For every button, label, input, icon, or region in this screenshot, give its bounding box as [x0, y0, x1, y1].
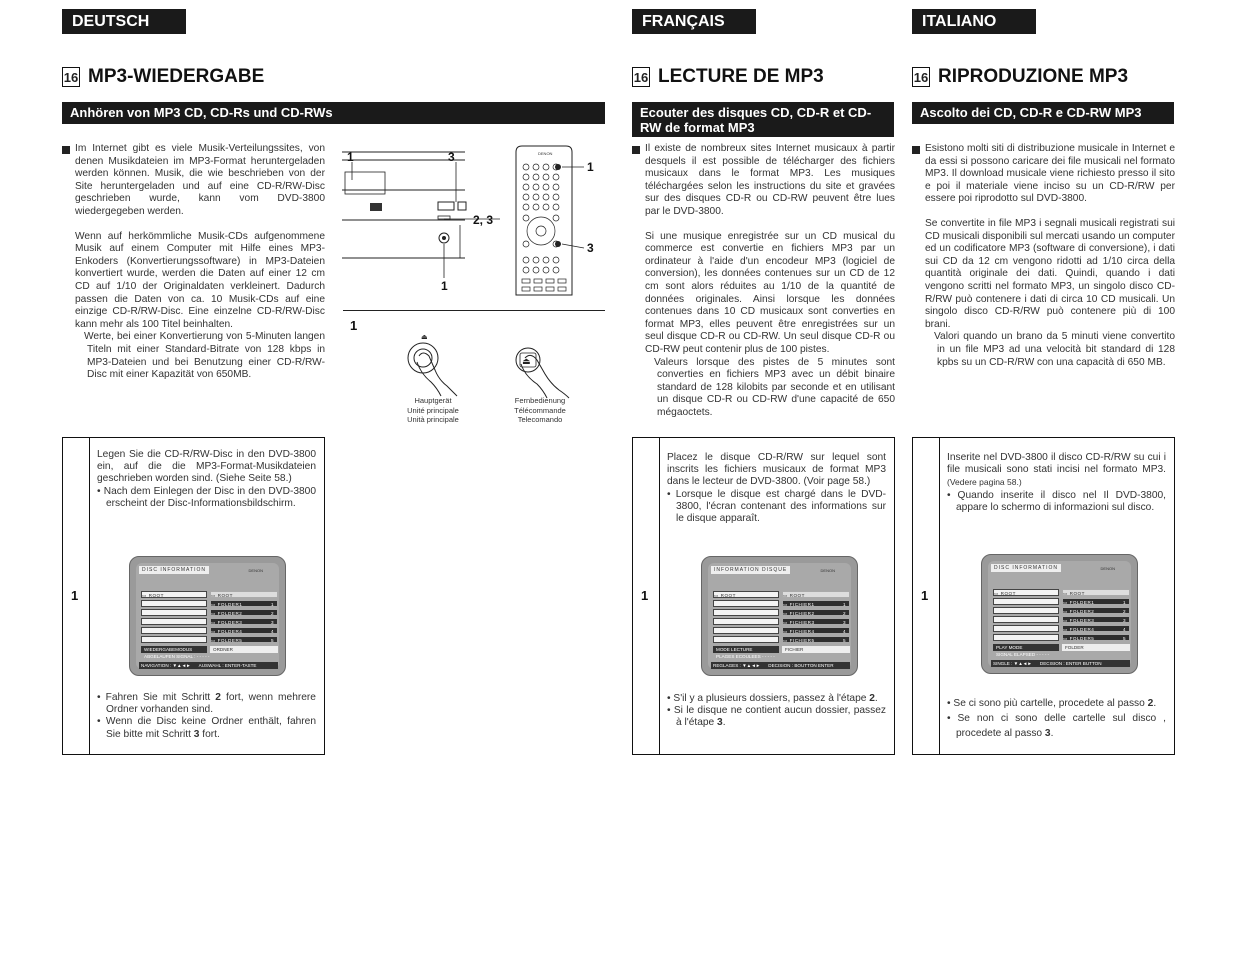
step-number-column: [63, 438, 90, 754]
section-title-text: LECTURE DE MP3: [658, 66, 824, 87]
text: • Si le disque ne contient aucun dossier, passez à l'étape: [667, 705, 886, 729]
paragraph: Wenn auf herkömmliche Musik-CDs aufgenommene Musik auf einem Computer mit Hilfe eines MP3-Enkoders (Konvertierungssoftware) in MP3-Dateien konvertiert wurde, werden die Daten auf einer 12 cm CD auf 1/10 der Originaldaten verkleinert. Dadurch passen die Daten von ca. 10 Musik-CDs auf eine einzige CD-R/RW-Disc. Eine einzelne CD-R/RW-Disc kann mehr als 100 Titel beinhalten.: [75, 230, 325, 330]
screen-row-count: 2: [1122, 609, 1126, 614]
screen-row-label: FOLDER2: [1069, 609, 1095, 614]
section-title-it: [912, 66, 1128, 88]
text: • Se non ci sono delle cartelle sul disco , procedete al passo: [947, 713, 1166, 739]
text: • S'il y a plusieurs dossiers, passez à l'étape: [667, 693, 870, 704]
step-bullet: [667, 705, 886, 729]
text: .: [722, 717, 726, 729]
step-box-fr: [632, 437, 895, 755]
callout-label: 3: [587, 241, 594, 255]
step-bullet: [947, 711, 1166, 741]
screen-row-count: 1: [842, 602, 846, 607]
step-instructions: [947, 452, 1166, 514]
screen-folder-row: ▭ FOLDER3 3: [1062, 616, 1130, 623]
caption-line: Hauptgerät: [414, 396, 452, 405]
screen-empty-row: [141, 600, 207, 607]
text: • Fahren Sie mit Schritt: [97, 692, 216, 703]
paragraph: Si une musique enregistrée sur un CD musical du commerce est convertie en fichiers MP3 par un ordinateur à l'aide d'un encodeur MP3 (logiciel de conversion), les données contenues sur un CD de 12 cm sont alors réduites au 1/10 de la quantité de données originales. Ainsi lorsque les données contenues dans 10 CD musicaux sont converties en format MP3, elles peuvent être enregistrées sur un seul disque CD-R ou CD-RW. Un seul disque CD-R ou CD-RW peut contenir plus de 100 pistes.: [645, 230, 895, 355]
screen-folder-row: ▭ FICHIER4 4: [782, 627, 850, 634]
screen-nav-bar: [139, 662, 278, 669]
paragraph-note: Werte, bei einer Konvertierung von 5-Minuten langen Titeln mit einer Standard-Bitrate von 128 kbps in MP3-Dateien und bei Benutzung einer CD-R/RW-Disc mit einer Kapazität von 650MB.: [84, 331, 325, 381]
paragraph-note: Valori quando un brano da 5 minuti viene convertito in un file MP3 ad una velocità bit standard di 128 kpbs su un CD-R/RW con una capacità di 650 MB.: [934, 331, 1175, 368]
screen-mode-label: PLAY MODE: [993, 644, 1059, 651]
language-tab-fr: FRANÇAIS: [632, 9, 756, 34]
section-title-de: [62, 66, 264, 88]
screen-row-label: FOLDER4: [217, 629, 243, 634]
screen-nav-bar: [711, 662, 850, 669]
step-ref: 2: [1147, 698, 1154, 709]
screen-row-label: FOLDER3: [217, 620, 243, 625]
screen-title: DISC INFORMATION: [991, 564, 1061, 572]
callout-label: 2, 3: [473, 213, 494, 227]
step-bullet: • Nach dem Einlegen der Disc in den DVD-3800 erscheint der Disc-Informationsbildschirm.: [97, 485, 316, 509]
screen-folder-row: ▭ FICHIER3 3: [782, 618, 850, 625]
screen-folder-row: ▭ FOLDER5 5: [210, 636, 278, 643]
section-number: 16: [632, 67, 650, 87]
screen-empty-row: [713, 627, 779, 634]
screen-row-label: ROOT: [789, 593, 805, 598]
screen-title: DISC INFORMATION: [139, 566, 209, 574]
screen-row-label: FOLDER5: [1069, 636, 1095, 641]
screen-signal: [996, 652, 1049, 657]
screen-row-label: FICHIER3: [789, 620, 815, 625]
screen-row-label: ROOT: [1000, 591, 1016, 596]
caption-remote: [500, 396, 580, 425]
screen-empty-row: [713, 636, 779, 643]
screen-folder-row: ▭ FICHIER5 5: [782, 636, 850, 643]
step-box-it: [912, 437, 1175, 755]
screen-row-count: 5: [270, 638, 274, 643]
section-title-text: RIPRODUZIONE MP3: [938, 66, 1129, 87]
caption-line: Fernbedienung: [514, 396, 566, 405]
step-instructions: [667, 452, 886, 525]
screen-row-count: 4: [270, 629, 274, 634]
screen-empty-row: [141, 627, 207, 634]
screen-empty-row: [993, 598, 1059, 605]
screen-row-label: FOLDER2: [217, 611, 243, 616]
language-tab-it: ITALIANO: [912, 9, 1036, 34]
text: .: [874, 693, 878, 704]
section-title-text: MP3-WIEDERGABE: [88, 66, 265, 87]
subtitle-bar-de: Anhören von MP3 CD, CD-Rs und CD-RWs: [62, 102, 605, 124]
screen-empty-row: [713, 609, 779, 616]
screen-row-label: FOLDER4: [1069, 627, 1095, 632]
text: Inserite nel DVD-3800 il disco CD-R/RW su cui i file musicali sono stati incisi nel formato MP3.: [947, 452, 1166, 476]
screen-mode-value: FICHIER: [782, 646, 850, 653]
screen-select-label: AUSWAHL : ENTER-TASTE: [198, 663, 257, 668]
screen-signal: [716, 654, 775, 659]
screen-row-label: FOLDER1: [217, 602, 243, 607]
caption-main-unit: [393, 396, 473, 425]
step-bullet: • Lorsque le disque est chargé dans le DVD-3800, l'écran contenant des informations sur le disque apparaît.: [667, 488, 886, 525]
screen-row-count: 5: [1122, 636, 1126, 641]
screen-signal-label: PLAGES ECOULEES: [716, 654, 761, 659]
screen-mode-value: ORDNER: [210, 646, 278, 653]
step-number-column: [633, 438, 660, 754]
text: • Wenn die Disc keine Ordner enthält, fahren Sie bitte mit Schritt: [97, 716, 316, 740]
step-notes: [97, 692, 316, 741]
text: .: [1050, 728, 1054, 739]
text: • Se ci sono più cartelle, procedete al passo: [947, 698, 1148, 709]
screen-folder-row: ▭ FOLDER1 1: [1062, 598, 1130, 605]
screen-row-label: FICHIER1: [789, 602, 815, 607]
step-number: 1: [921, 588, 929, 603]
screen-signal-label: ABGELAUFEN SIGNAL :: [144, 654, 196, 659]
screen-signal-value: - - - - -: [196, 654, 210, 659]
paragraph: Im Internet gibt es viele Musik-Verteilungssites, von denen Musikdateien im MP3-Format heruntergeladen werden können. Musik, die wie beschrieben von der Site heruntergeladen und auf eine CD-R/RW-Disc geschrieben wurde, kann vom DVD-3800 wiedergegeben werden.: [75, 143, 325, 217]
paragraph: Il existe de nombreux sites Internet musicaux à partir desquels il est possible de télécharger des fichiers musicaux dans le format MP3. Les musiques téléchargées selon les instructions du site et gravées sur des disques CD-R ou CD-RW peuvent être lues par le DVD-3800.: [645, 143, 895, 217]
step-paragraph: Legen Sie die CD-R/RW-Disc in den DVD-3800 ein, auf die die MP3-Format-Musikdateien geschrieben worden sind. (Siehe Seite 58.): [97, 449, 316, 485]
screen-title: INFORMATION DISQUE: [711, 566, 790, 574]
screen-row-count: 4: [842, 629, 846, 634]
screen-empty-row: [141, 636, 207, 643]
disc-info-screen: [701, 556, 858, 676]
remote-control-drawing: [516, 146, 584, 295]
callout-label: 1: [587, 160, 594, 174]
screen-empty-row: [713, 618, 779, 625]
screen-empty-row: [993, 607, 1059, 614]
screen-nav-label: NAVIGATION : ▼▲◄►: [141, 663, 191, 668]
main-unit-drawing: [342, 152, 466, 258]
intro-text-it: [925, 143, 1175, 381]
section-number: 16: [912, 67, 930, 87]
screen-row-label: FOLDER1: [1069, 600, 1095, 605]
paragraph-note: Valeurs lorsque des pistes de 5 minutes sont converties en fichiers MP3 avec un débit binaire standard de 128 kilobits par seconde et en utilisant un disque CD-R ou CD-RW d'une capacité de 650 mégaoctets.: [654, 356, 895, 418]
step-bullet: [97, 692, 316, 716]
eject-hand-main-unit: [408, 333, 457, 396]
screen-signal-value: - - - - -: [1036, 652, 1050, 657]
screen-empty-row: [993, 616, 1059, 623]
button-press-illustration: [395, 330, 580, 400]
screen-root-row: ▭ ROOT: [713, 591, 779, 598]
disc-info-screen: [981, 554, 1138, 674]
screen-logo: DENON: [1100, 566, 1115, 571]
bullet-square: [62, 146, 70, 154]
screen-signal: [144, 654, 209, 659]
screen-row-count: 1: [270, 602, 274, 607]
screen-row-count: 3: [270, 620, 274, 625]
screen-folder-row: ▭ FOLDER5 5: [1062, 634, 1130, 641]
step-ref: 2: [215, 692, 221, 703]
intro-text-de: [75, 143, 325, 394]
disc-info-screen: [129, 556, 286, 676]
screen-nav-label: SINGLE : ▼▲◄►: [993, 661, 1032, 666]
step-number: 1: [641, 588, 649, 603]
intro-text-fr: [645, 143, 895, 431]
screen-row-count: 3: [842, 620, 846, 625]
step-bullet: [947, 696, 1166, 711]
eject-hand-remote: [516, 348, 569, 398]
screen-logo: DENON: [820, 568, 835, 573]
step-paragraph: [947, 452, 1166, 490]
screen-row-count: 5: [842, 638, 846, 643]
screen-empty-row: [993, 625, 1059, 632]
bullet-square: [912, 146, 920, 154]
screen-signal-label: SIGNAL ELAPSED: [996, 652, 1036, 657]
screen-row-label: ROOT: [1069, 591, 1085, 596]
screen-empty-row: [713, 600, 779, 607]
screen-row-count: 3: [1122, 618, 1126, 623]
page-reference: (Vedere pagina 58.): [947, 477, 1022, 488]
callout-label: 1: [347, 150, 354, 164]
screen-folder-row: ▭ ROOT: [782, 591, 850, 598]
step-bullet: [97, 716, 316, 740]
screen-empty-row: [993, 634, 1059, 641]
text: fort.: [199, 728, 220, 740]
screen-row-label: FOLDER3: [1069, 618, 1095, 623]
screen-folder-row: ▭ FICHIER1 1: [782, 600, 850, 607]
screen-folder-row: ▭ FOLDER2 2: [210, 609, 278, 616]
screen-select-label: DECISION : ENTER BUTTON: [1039, 661, 1102, 666]
section-title-fr: [632, 66, 824, 88]
caption-line: Unité principale: [407, 405, 459, 415]
remote-logo: DENON: [538, 151, 553, 156]
step-ref: 3: [193, 728, 200, 740]
step-notes: [667, 693, 886, 730]
step-instructions: [97, 449, 316, 510]
screen-folder-row: ▭ FOLDER4 4: [210, 627, 278, 634]
screen-folder-row: ▭ FOLDER3 3: [210, 618, 278, 625]
paragraph: Se convertite in file MP3 i segnali musicali registrati sui CD musicali disponibili sul mercati usando un computer ed un codificatore MP3 (software di conversione), i dati sui CD da 12 cm vengono ridotti ad 1/10 circa della quantità originale dei dati. Quindi, quando i dati vengono scritti nel formato MP3, un singolo disco CD-R/RW può contenere i dati di circa 10 CD musicali. Un singolo disco CD-R/RW può contenere più di 100 brani.: [925, 217, 1175, 330]
text: fort, wenn mehrere Ordner vorhanden sind.: [106, 692, 316, 716]
svg-text:⏏: ⏏: [421, 333, 428, 341]
step-ref: 3: [717, 717, 723, 729]
callout-label: 3: [448, 150, 455, 164]
bullet-square: [632, 146, 640, 154]
screen-select-label: DECISION : BOUTTON ENTER: [768, 663, 834, 668]
screen-row-count: 2: [842, 611, 846, 616]
screen-row-count: 1: [1122, 600, 1126, 605]
screen-row-label: FOLDER5: [217, 638, 243, 643]
paragraph: Esistono molti siti di distribuzione musicale in Internet e da essi si possono caricare dei file musicali nel formato MP3. Il download musicale viene richiesto presso il sito e poi il materiale viene inciso su un CD-R/RW per essere poi riprodotto sul DVD-3800.: [925, 143, 1175, 205]
subtitle-bar-fr: Ecouter des disques CD, CD-R et CD-RW de format MP3: [632, 102, 894, 137]
screen-mode-label: MODE LECTURE: [713, 646, 779, 653]
screen-folder-row: ▭ ROOT: [210, 591, 278, 598]
caption-line: Télécommande: [514, 405, 566, 415]
screen-folder-row: ▭ ROOT: [1062, 589, 1130, 596]
screen-mode-label: WIEDERGABEMODUS: [141, 646, 207, 653]
screen-row-count: 2: [270, 611, 274, 616]
screen-folder-row: ▭ FICHIER2 2: [782, 609, 850, 616]
screen-row-label: ROOT: [720, 593, 736, 598]
screen-nav-bar: [991, 660, 1130, 667]
screen-root-row: ▭ ROOT: [141, 591, 207, 598]
screen-logo: DENON: [248, 568, 263, 573]
screen-folder-row: ▭ FOLDER2 2: [1062, 607, 1130, 614]
screen-folder-row: ▭ FOLDER1 1: [210, 600, 278, 607]
subtitle-bar-it: Ascolto dei CD, CD-R e CD-RW MP3: [912, 102, 1174, 124]
section-number: 16: [62, 67, 80, 87]
screen-row-label: ROOT: [148, 593, 164, 598]
step-ref: 3: [1044, 728, 1051, 739]
step-ref: 2: [869, 693, 875, 704]
screen-empty-row: [141, 618, 207, 625]
svg-text:⏏: ⏏: [522, 357, 531, 367]
caption-line: Unità principale: [407, 415, 459, 424]
screen-row-label: FICHIER2: [789, 611, 815, 616]
step-number: 1: [71, 588, 79, 603]
step-paragraph: Placez le disque CD-R/RW sur lequel sont inscrits les fichiers musicaux de format MP3 dans le lecteur de DVD-3800. (Voir page 58.): [667, 452, 886, 488]
screen-row-label: FICHIER4: [789, 629, 815, 634]
screen-root-row: ▭ ROOT: [993, 589, 1059, 596]
callout-label: 1: [350, 318, 358, 333]
screen-row-label: FICHIER5: [789, 638, 815, 643]
text: .: [1153, 698, 1157, 709]
screen-signal-value: - - - - -: [761, 654, 775, 659]
language-tab-de: DEUTSCH: [62, 9, 186, 34]
callout-label: 1: [441, 279, 448, 293]
step-bullet: [667, 693, 886, 705]
screen-row-count: 4: [1122, 627, 1126, 632]
step-bullet: • Quando inserite il disco nel Il DVD-3800, appare lo schermo di informazioni sul disco.: [947, 489, 1166, 513]
screen-mode-value: FOLDER: [1062, 644, 1130, 651]
step-number-column: [913, 438, 940, 754]
step-notes: [947, 696, 1166, 741]
screen-row-label: ROOT: [217, 593, 233, 598]
caption-line: Telecomando: [517, 415, 563, 424]
screen-nav-label: REGLAGES : ▼▲◄►: [713, 663, 761, 668]
screen-folder-row: ▭ FOLDER4 4: [1062, 625, 1130, 632]
figure-divider: [343, 310, 605, 311]
screen-empty-row: [141, 609, 207, 616]
step-box-de: [62, 437, 325, 755]
